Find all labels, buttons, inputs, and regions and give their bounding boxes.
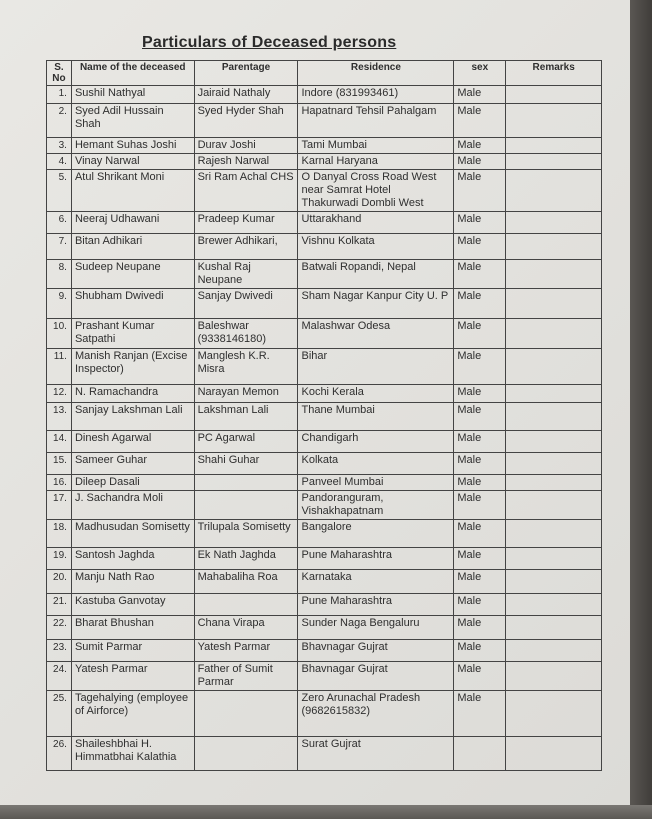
cell-sex: Male (454, 349, 506, 385)
cell-sex: Male (454, 640, 506, 662)
cell-residence: Bhavnagar Gujrat (298, 640, 454, 662)
cell-residence: Pune Maharashtra (298, 594, 454, 616)
cell-sex: Male (454, 104, 506, 138)
cell-sex: Male (454, 319, 506, 349)
table-row (47, 616, 602, 640)
table-body (47, 86, 602, 771)
cell-parentage (194, 594, 298, 616)
cell-parentage: Brewer Adhikari, (194, 234, 298, 260)
cell-sno: 14. (47, 431, 72, 453)
deceased-table (46, 60, 602, 771)
cell-name: Prashant Kumar Satpathi (71, 319, 194, 349)
cell-residence: Malashwar Odesa (298, 319, 454, 349)
header-sex: sex (454, 61, 506, 86)
cell-sno: 13. (47, 403, 72, 431)
cell-residence: Kolkata (298, 453, 454, 475)
cell-remarks (506, 737, 602, 771)
header-residence: Residence (298, 61, 454, 86)
cell-name: Syed Adil Hussain Shah (71, 104, 194, 138)
cell-residence: Karnataka (298, 570, 454, 594)
cell-name: Kastuba Ganvotay (71, 594, 194, 616)
cell-sno: 6. (47, 212, 72, 234)
cell-name: Manish Ranjan (Excise Inspector) (71, 349, 194, 385)
cell-parentage: Kushal Raj Neupane (194, 260, 298, 289)
cell-remarks (506, 289, 602, 319)
cell-parentage: Pradeep Kumar (194, 212, 298, 234)
cell-sno: 18. (47, 520, 72, 548)
cell-sex: Male (454, 154, 506, 170)
cell-name: Sameer Guhar (71, 453, 194, 475)
cell-residence: Sunder Naga Bengaluru (298, 616, 454, 640)
cell-remarks (506, 616, 602, 640)
table-row (47, 212, 602, 234)
cell-sno: 7. (47, 234, 72, 260)
cell-remarks (506, 86, 602, 104)
cell-residence: Indore (831993461) (298, 86, 454, 104)
table-row (47, 548, 602, 570)
cell-sno: 20. (47, 570, 72, 594)
cell-remarks (506, 691, 602, 737)
cell-name: Yatesh Parmar (71, 662, 194, 691)
cell-remarks (506, 104, 602, 138)
table-row (47, 737, 602, 771)
table-row (47, 154, 602, 170)
cell-remarks (506, 154, 602, 170)
cell-sno: 21. (47, 594, 72, 616)
cell-residence: Zero Arunachal Pradesh (9682615832) (298, 691, 454, 737)
cell-remarks (506, 640, 602, 662)
cell-residence: Tami Mumbai (298, 138, 454, 154)
cell-parentage: Shahi Guhar (194, 453, 298, 475)
cell-parentage: Rajesh Narwal (194, 154, 298, 170)
cell-sex: Male (454, 431, 506, 453)
cell-remarks (506, 212, 602, 234)
table-header-row (47, 61, 602, 86)
cell-remarks (506, 349, 602, 385)
cell-name: Dileep Dasali (71, 475, 194, 491)
cell-residence: Hapatnard Tehsil Pahalgam (298, 104, 454, 138)
cell-residence: Bihar (298, 349, 454, 385)
cell-residence: Uttarakhand (298, 212, 454, 234)
cell-sex: Male (454, 86, 506, 104)
header-parentage: Parentage (194, 61, 298, 86)
cell-parentage: Chana Virapa (194, 616, 298, 640)
cell-parentage: Sanjay Dwivedi (194, 289, 298, 319)
cell-residence: Thane Mumbai (298, 403, 454, 431)
cell-sno: 25. (47, 691, 72, 737)
cell-sno: 17. (47, 491, 72, 520)
cell-residence: Bhavnagar Gujrat (298, 662, 454, 691)
cell-sex: Male (454, 491, 506, 520)
cell-residence: Kochi Kerala (298, 385, 454, 403)
cell-name: Sudeep Neupane (71, 260, 194, 289)
cell-sex: Male (454, 548, 506, 570)
cell-remarks (506, 594, 602, 616)
cell-sno: 5. (47, 170, 72, 212)
cell-sex: Male (454, 662, 506, 691)
cell-name: Santosh Jaghda (71, 548, 194, 570)
table-row (47, 403, 602, 431)
cell-remarks (506, 491, 602, 520)
cell-sex: Male (454, 260, 506, 289)
cell-sno: 8. (47, 260, 72, 289)
cell-name: N. Ramachandra (71, 385, 194, 403)
table-row (47, 138, 602, 154)
cell-parentage: Syed Hyder Shah (194, 104, 298, 138)
cell-name: Hemant Suhas Joshi (71, 138, 194, 154)
header-name: Name of the deceased (71, 61, 194, 86)
cell-residence: Pune Maharashtra (298, 548, 454, 570)
table-row (47, 594, 602, 616)
cell-sno: 2. (47, 104, 72, 138)
cell-name: Bitan Adhikari (71, 234, 194, 260)
cell-parentage: Yatesh Parmar (194, 640, 298, 662)
table-row (47, 349, 602, 385)
cell-remarks (506, 570, 602, 594)
cell-sex: Male (454, 289, 506, 319)
cell-remarks (506, 260, 602, 289)
cell-sno: 9. (47, 289, 72, 319)
cell-sex: Male (454, 570, 506, 594)
cell-parentage (194, 491, 298, 520)
cell-residence: Karnal Haryana (298, 154, 454, 170)
table-row (47, 289, 602, 319)
cell-sno: 10. (47, 319, 72, 349)
cell-residence: Batwali Ropandi, Nepal (298, 260, 454, 289)
cell-sex (454, 737, 506, 771)
cell-sex: Male (454, 234, 506, 260)
cell-sex: Male (454, 616, 506, 640)
cell-sno: 12. (47, 385, 72, 403)
cell-sex: Male (454, 403, 506, 431)
cell-sno: 24. (47, 662, 72, 691)
cell-parentage: Lakshman Lali (194, 403, 298, 431)
cell-name: J. Sachandra Moli (71, 491, 194, 520)
cell-sex: Male (454, 212, 506, 234)
cell-sex: Male (454, 453, 506, 475)
cell-remarks (506, 234, 602, 260)
cell-residence: Panveel Mumbai (298, 475, 454, 491)
cell-remarks (506, 453, 602, 475)
cell-remarks (506, 520, 602, 548)
cell-parentage (194, 737, 298, 771)
cell-name: Madhusudan Somisetty (71, 520, 194, 548)
cell-sex: Male (454, 691, 506, 737)
header-sno: S. No (47, 61, 72, 86)
cell-sno: 15. (47, 453, 72, 475)
cell-remarks (506, 138, 602, 154)
background-edge (630, 0, 652, 819)
cell-parentage: Sri Ram Achal CHS (194, 170, 298, 212)
table-row (47, 520, 602, 548)
cell-remarks (506, 431, 602, 453)
cell-residence: Chandigarh (298, 431, 454, 453)
cell-sex: Male (454, 385, 506, 403)
cell-sno: 3. (47, 138, 72, 154)
table-row (47, 431, 602, 453)
cell-remarks (506, 403, 602, 431)
cell-name: Dinesh Agarwal (71, 431, 194, 453)
table-row (47, 319, 602, 349)
cell-name: Shaileshbhai H. Himmatbhai Kalathia (71, 737, 194, 771)
cell-name: Neeraj Udhawani (71, 212, 194, 234)
table-row (47, 570, 602, 594)
table-row (47, 170, 602, 212)
table-row (47, 475, 602, 491)
table-row (47, 662, 602, 691)
cell-sno: 19. (47, 548, 72, 570)
cell-remarks (506, 548, 602, 570)
cell-name: Vinay Narwal (71, 154, 194, 170)
cell-name: Shubham Dwivedi (71, 289, 194, 319)
table-row (47, 640, 602, 662)
cell-sno: 23. (47, 640, 72, 662)
cell-remarks (506, 385, 602, 403)
cell-parentage: Narayan Memon (194, 385, 298, 403)
cell-parentage: Father of Sumit Parmar (194, 662, 298, 691)
cell-sex: Male (454, 594, 506, 616)
cell-sno: 22. (47, 616, 72, 640)
cell-remarks (506, 319, 602, 349)
cell-sno: 26. (47, 737, 72, 771)
table-row (47, 453, 602, 475)
cell-parentage: Baleshwar (9338146180) (194, 319, 298, 349)
table-row (47, 385, 602, 403)
cell-parentage: Jairaid Nathaly (194, 86, 298, 104)
cell-sex: Male (454, 138, 506, 154)
cell-residence: Bangalore (298, 520, 454, 548)
cell-name: Manju Nath Rao (71, 570, 194, 594)
cell-sex: Male (454, 520, 506, 548)
cell-residence: Surat Gujrat (298, 737, 454, 771)
cell-name: Sushil Nathyal (71, 86, 194, 104)
cell-residence: Sham Nagar Kanpur City U. P (298, 289, 454, 319)
cell-remarks (506, 475, 602, 491)
cell-remarks (506, 170, 602, 212)
cell-name: Sumit Parmar (71, 640, 194, 662)
table-row (47, 234, 602, 260)
cell-parentage: Mahabaliha Roa (194, 570, 298, 594)
cell-name: Sanjay Lakshman Lali (71, 403, 194, 431)
table-row (47, 691, 602, 737)
table-row (47, 86, 602, 104)
cell-parentage (194, 691, 298, 737)
background-edge-bottom (0, 805, 652, 819)
cell-sno: 1. (47, 86, 72, 104)
cell-remarks (506, 662, 602, 691)
cell-parentage (194, 475, 298, 491)
cell-sno: 4. (47, 154, 72, 170)
cell-name: Atul Shrikant Moni (71, 170, 194, 212)
cell-parentage: Manglesh K.R. Misra (194, 349, 298, 385)
table-row (47, 491, 602, 520)
cell-sno: 16. (47, 475, 72, 491)
cell-parentage: Trilupala Somisetty (194, 520, 298, 548)
table-row (47, 104, 602, 138)
table-row (47, 260, 602, 289)
cell-parentage: Durav Joshi (194, 138, 298, 154)
cell-sex: Male (454, 170, 506, 212)
document-title: Particulars of Deceased persons (142, 34, 397, 51)
cell-name: Bharat Bhushan (71, 616, 194, 640)
cell-sno: 11. (47, 349, 72, 385)
cell-residence: Vishnu Kolkata (298, 234, 454, 260)
cell-parentage: Ek Nath Jaghda (194, 548, 298, 570)
cell-name: Tagehalying (employee of Airforce) (71, 691, 194, 737)
header-remarks: Remarks (506, 61, 602, 86)
cell-residence: Pandoranguram, Vishakhapatnam (298, 491, 454, 520)
cell-sex: Male (454, 475, 506, 491)
cell-parentage: PC Agarwal (194, 431, 298, 453)
cell-residence: O Danyal Cross Road West near Samrat Hotel Thakurwadi Dombli West (298, 170, 454, 212)
